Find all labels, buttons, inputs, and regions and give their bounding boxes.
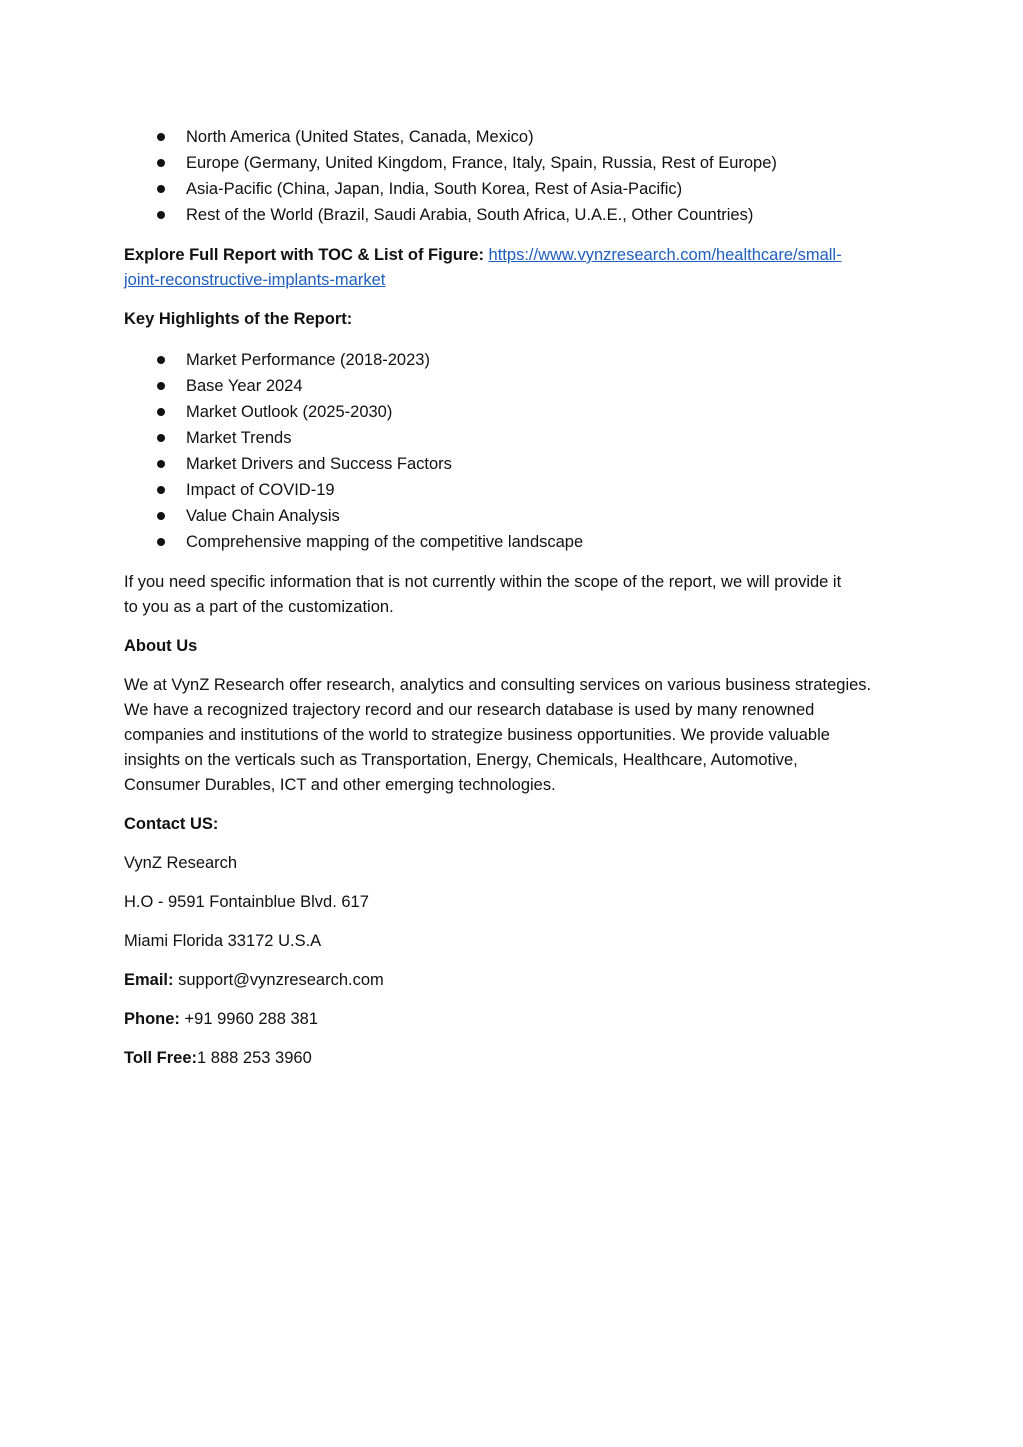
bullet-icon (157, 133, 165, 141)
list-item: Value Chain Analysis (124, 503, 904, 529)
bullet-icon (157, 434, 165, 442)
list-item: Europe (Germany, United Kingdom, France, Italy, Spain, Russia, Rest of Europe) (124, 150, 904, 176)
regions-list (124, 124, 904, 228)
list-item: Market Outlook (2025-2030) (124, 399, 904, 425)
list-item: Impact of COVID-19 (124, 477, 904, 503)
list-item: Asia-Pacific (China, Japan, India, South Korea, Rest of Asia-Pacific) (124, 176, 904, 202)
contact-address-line2: Miami Florida 33172 U.S.A (124, 932, 322, 950)
bullet-icon (157, 211, 165, 219)
bullet-icon (157, 486, 165, 494)
bullet-icon (157, 356, 165, 364)
bullet-icon (157, 185, 165, 193)
report-link-continuation[interactable]: joint-reconstructive-implants-market (124, 271, 386, 289)
bullet-icon (157, 512, 165, 520)
contact-email (124, 968, 904, 993)
highlights-list (124, 347, 904, 555)
highlights-heading: Key Highlights of the Report: (124, 310, 353, 328)
bullet-icon (157, 159, 165, 167)
phone-value: +91 9960 288 381 (184, 1010, 319, 1028)
list-item: Comprehensive mapping of the competitive landscape (124, 529, 904, 555)
customization-paragraph: If you need specific information that is not currently within the scope of the report, we will provide it to you as a part of the customization. (124, 573, 842, 616)
list-item: Rest of the World (Brazil, Saudi Arabia, South Africa, U.A.E., Other Countries) (124, 202, 904, 228)
contact-address-line1: H.O - 9591 Fontainblue Blvd. 617 (124, 893, 369, 911)
email-value: support@vynzresearch.com (178, 971, 384, 989)
phone-label: Phone: (124, 1010, 180, 1028)
list-item: Market Performance (2018-2023) (124, 347, 904, 373)
list-item: Market Drivers and Success Factors (124, 451, 904, 477)
list-item: North America (United States, Canada, Mexico) (124, 124, 904, 150)
bullet-icon (157, 460, 165, 468)
list-item: Market Trends (124, 425, 904, 451)
report-link[interactable]: https://www.vynzresearch.com/healthcare/small- (488, 246, 842, 264)
bullet-icon (157, 382, 165, 390)
about-heading: About Us (124, 637, 198, 655)
contact-heading: Contact US: (124, 815, 219, 833)
tollfree-label: Toll Free: (124, 1049, 198, 1067)
contact-company: VynZ Research (124, 854, 238, 872)
document-page (124, 124, 904, 1071)
list-item: Base Year 2024 (124, 373, 904, 399)
about-paragraph: We at VynZ Research offer research, analytics and consulting services on various business strategies. We have a recognized trajectory record and our research database is used by many renowned companies and institutions of the world to strategize business opportunities. We provide valuable insights on the verticals such as Transportation, Energy, Chemicals, Healthcare, Automotive, Consumer Durables, ICT and other emerging technologies. (124, 676, 872, 794)
explore-label: Explore Full Report with TOC & List of Figure: (124, 246, 484, 264)
tollfree-value: 1 888 253 3960 (197, 1049, 312, 1067)
contact-tollfree (124, 1046, 904, 1071)
bullet-icon (157, 408, 165, 416)
contact-phone (124, 1007, 904, 1032)
bullet-icon (157, 538, 165, 546)
explore-report-paragraph (124, 243, 904, 293)
email-label: Email: (124, 971, 174, 989)
